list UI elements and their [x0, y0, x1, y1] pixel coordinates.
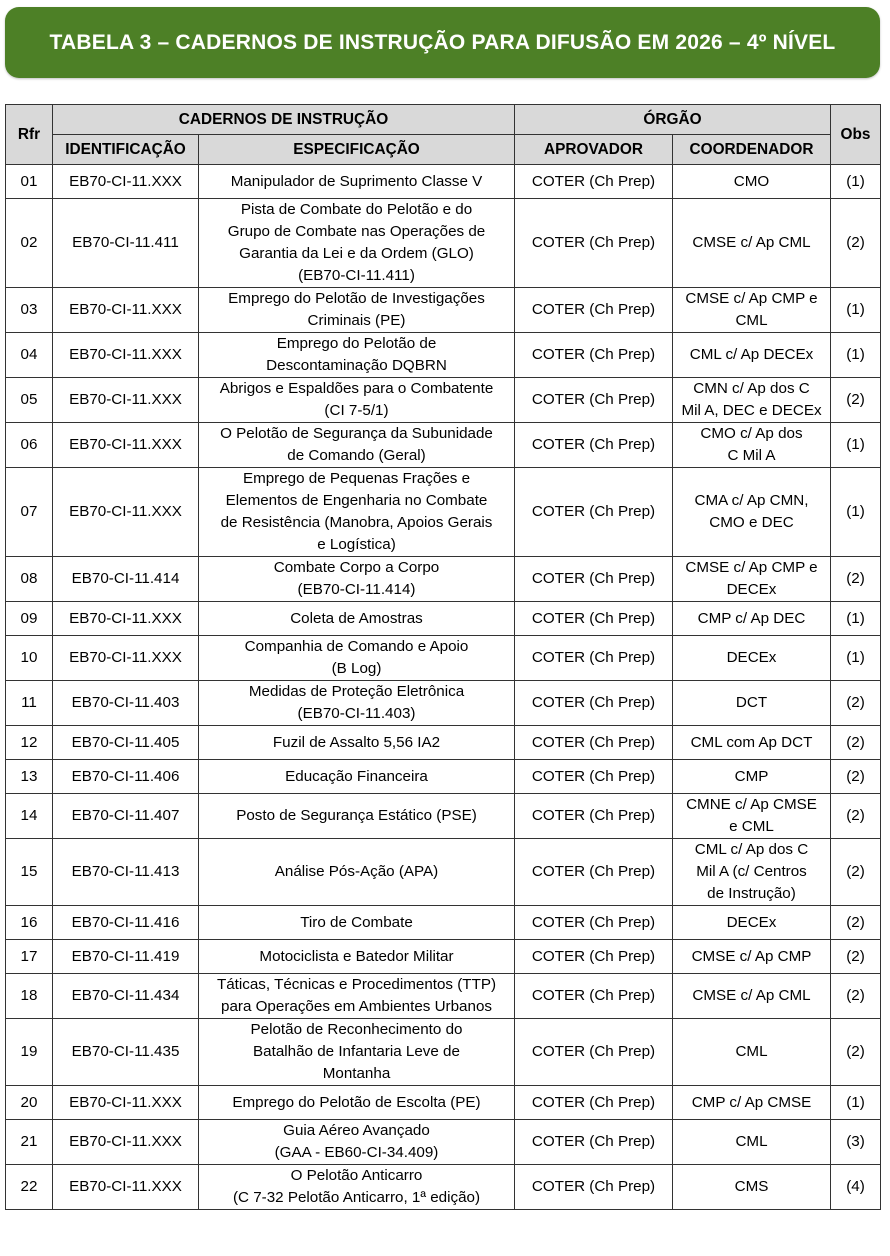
- cell-coordenador: CMSE c/ Ap CMP e DECEx: [673, 557, 831, 602]
- table-row: [6, 636, 881, 681]
- cell-especificacao: Fuzil de Assalto 5,56 IA2: [199, 726, 515, 760]
- cell-especificacao: O Pelotão de Segurança da Subunidade de Comando (Geral): [199, 423, 515, 468]
- cell-aprovador: COTER (Ch Prep): [515, 165, 673, 199]
- table-row: [6, 468, 881, 557]
- table-row: [6, 288, 881, 333]
- cell-aprovador: COTER (Ch Prep): [515, 839, 673, 906]
- cell-obs: (2): [831, 760, 881, 794]
- cell-especificacao: Emprego do Pelotão de Descontaminação DQBRN: [199, 333, 515, 378]
- cell-aprovador: COTER (Ch Prep): [515, 557, 673, 602]
- cell-identificacao: EB70-CI-11.414: [53, 557, 199, 602]
- cell-identificacao: EB70-CI-11.XXX: [53, 1086, 199, 1120]
- cell-aprovador: COTER (Ch Prep): [515, 602, 673, 636]
- table-row: [6, 726, 881, 760]
- cell-obs: (3): [831, 1120, 881, 1165]
- cell-especificacao: Combate Corpo a Corpo (EB70-CI-11.414): [199, 557, 515, 602]
- cell-identificacao: EB70-CI-11.413: [53, 839, 199, 906]
- cell-aprovador: COTER (Ch Prep): [515, 1120, 673, 1165]
- cell-aprovador: COTER (Ch Prep): [515, 333, 673, 378]
- table-body: [6, 165, 881, 1210]
- cell-identificacao: EB70-CI-11.435: [53, 1019, 199, 1086]
- table-row: [6, 165, 881, 199]
- cell-coordenador: CML c/ Ap dos C Mil A (c/ Centros de Instrução): [673, 839, 831, 906]
- cell-obs: (2): [831, 681, 881, 726]
- cell-coordenador: CMO: [673, 165, 831, 199]
- cell-identificacao: EB70-CI-11.XXX: [53, 1165, 199, 1210]
- table-row: [6, 760, 881, 794]
- table-row: [6, 333, 881, 378]
- cell-obs: (2): [831, 557, 881, 602]
- table-row: [6, 940, 881, 974]
- cell-identificacao: EB70-CI-11.419: [53, 940, 199, 974]
- table-row: [6, 906, 881, 940]
- cell-especificacao: Pista de Combate do Pelotão e do Grupo de Combate nas Operações de Garantia da Lei e da Ordem (GLO) (EB70-CI-11.411): [199, 199, 515, 288]
- cell-obs: (4): [831, 1165, 881, 1210]
- cell-rfr: 16: [6, 906, 53, 940]
- table-row: [6, 199, 881, 288]
- table-row: [6, 557, 881, 602]
- cell-especificacao: Medidas de Proteção Eletrônica (EB70-CI-11.403): [199, 681, 515, 726]
- cell-coordenador: CMA c/ Ap CMN, CMO e DEC: [673, 468, 831, 557]
- cell-aprovador: COTER (Ch Prep): [515, 199, 673, 288]
- header-rfr: Rfr: [6, 105, 53, 165]
- cell-identificacao: EB70-CI-11.407: [53, 794, 199, 839]
- cell-especificacao: Educação Financeira: [199, 760, 515, 794]
- table-row: [6, 839, 881, 906]
- cell-obs: (2): [831, 1019, 881, 1086]
- cell-aprovador: COTER (Ch Prep): [515, 636, 673, 681]
- cell-identificacao: EB70-CI-11.406: [53, 760, 199, 794]
- cell-coordenador: CMSE c/ Ap CMP e CML: [673, 288, 831, 333]
- cell-rfr: 08: [6, 557, 53, 602]
- cell-rfr: 18: [6, 974, 53, 1019]
- cell-obs: (1): [831, 423, 881, 468]
- cell-especificacao: Táticas, Técnicas e Procedimentos (TTP) para Operações em Ambientes Urbanos: [199, 974, 515, 1019]
- cell-coordenador: CMSE c/ Ap CMP: [673, 940, 831, 974]
- cell-obs: (1): [831, 468, 881, 557]
- cell-especificacao: Motociclista e Batedor Militar: [199, 940, 515, 974]
- cell-coordenador: CMO c/ Ap dos C Mil A: [673, 423, 831, 468]
- cell-coordenador: DECEx: [673, 636, 831, 681]
- cell-coordenador: CMP: [673, 760, 831, 794]
- cell-rfr: 21: [6, 1120, 53, 1165]
- cell-identificacao: EB70-CI-11.434: [53, 974, 199, 1019]
- cell-coordenador: CMSE c/ Ap CML: [673, 199, 831, 288]
- cell-identificacao: EB70-CI-11.XXX: [53, 602, 199, 636]
- cadernos-table: [5, 104, 881, 1210]
- cell-coordenador: CMN c/ Ap dos C Mil A, DEC e DECEx: [673, 378, 831, 423]
- cell-rfr: 03: [6, 288, 53, 333]
- cell-rfr: 01: [6, 165, 53, 199]
- cell-aprovador: COTER (Ch Prep): [515, 681, 673, 726]
- cell-rfr: 06: [6, 423, 53, 468]
- cell-especificacao: Manipulador de Suprimento Classe V: [199, 165, 515, 199]
- cell-identificacao: EB70-CI-11.XXX: [53, 288, 199, 333]
- cell-rfr: 17: [6, 940, 53, 974]
- cell-rfr: 20: [6, 1086, 53, 1120]
- cell-rfr: 09: [6, 602, 53, 636]
- cell-identificacao: EB70-CI-11.XXX: [53, 468, 199, 557]
- cell-aprovador: COTER (Ch Prep): [515, 940, 673, 974]
- table-row: [6, 1120, 881, 1165]
- table-row: [6, 602, 881, 636]
- cell-rfr: 19: [6, 1019, 53, 1086]
- cell-aprovador: COTER (Ch Prep): [515, 423, 673, 468]
- table-row: [6, 378, 881, 423]
- cell-identificacao: EB70-CI-11.403: [53, 681, 199, 726]
- cell-coordenador: CML c/ Ap DECEx: [673, 333, 831, 378]
- header-row-top: [6, 105, 881, 135]
- cell-coordenador: DECEx: [673, 906, 831, 940]
- cell-especificacao: O Pelotão Anticarro (C 7-32 Pelotão Anticarro, 1ª edição): [199, 1165, 515, 1210]
- cell-coordenador: DCT: [673, 681, 831, 726]
- cell-coordenador: CMP c/ Ap DEC: [673, 602, 831, 636]
- table-row: [6, 974, 881, 1019]
- cell-coordenador: CML: [673, 1019, 831, 1086]
- cell-coordenador: CMS: [673, 1165, 831, 1210]
- cell-especificacao: Pelotão de Reconhecimento do Batalhão de Infantaria Leve de Montanha: [199, 1019, 515, 1086]
- cell-especificacao: Tiro de Combate: [199, 906, 515, 940]
- cell-obs: (1): [831, 165, 881, 199]
- table-row: [6, 1086, 881, 1120]
- cell-rfr: 22: [6, 1165, 53, 1210]
- cell-coordenador: CMNE c/ Ap CMSE e CML: [673, 794, 831, 839]
- cell-identificacao: EB70-CI-11.XXX: [53, 378, 199, 423]
- cell-aprovador: COTER (Ch Prep): [515, 794, 673, 839]
- table-row: [6, 423, 881, 468]
- cell-rfr: 12: [6, 726, 53, 760]
- cell-identificacao: EB70-CI-11.405: [53, 726, 199, 760]
- header-row-sub: [6, 135, 881, 165]
- cell-especificacao: Guia Aéreo Avançado (GAA - EB60-CI-34.409): [199, 1120, 515, 1165]
- header-coordenador: COORDENADOR: [673, 135, 831, 165]
- cell-obs: (2): [831, 794, 881, 839]
- cell-identificacao: EB70-CI-11.411: [53, 199, 199, 288]
- cell-rfr: 07: [6, 468, 53, 557]
- cell-aprovador: COTER (Ch Prep): [515, 760, 673, 794]
- header-identificacao: IDENTIFICAÇÃO: [53, 135, 199, 165]
- table-title: TABELA 3 – CADERNOS DE INSTRUÇÃO PARA DIFUSÃO EM 2026 – 4º NÍVEL: [5, 7, 880, 78]
- cell-rfr: 13: [6, 760, 53, 794]
- table-row: [6, 794, 881, 839]
- cell-coordenador: CMSE c/ Ap CML: [673, 974, 831, 1019]
- cell-obs: (1): [831, 1086, 881, 1120]
- cell-aprovador: COTER (Ch Prep): [515, 1165, 673, 1210]
- cell-obs: (1): [831, 602, 881, 636]
- cell-especificacao: Emprego do Pelotão de Investigações Criminais (PE): [199, 288, 515, 333]
- cell-rfr: 10: [6, 636, 53, 681]
- cell-identificacao: EB70-CI-11.XXX: [53, 1120, 199, 1165]
- cell-aprovador: COTER (Ch Prep): [515, 1086, 673, 1120]
- cell-especificacao: Companhia de Comando e Apoio (B Log): [199, 636, 515, 681]
- cell-especificacao: Emprego do Pelotão de Escolta (PE): [199, 1086, 515, 1120]
- header-orgao: ÓRGÃO: [515, 105, 831, 135]
- cell-identificacao: EB70-CI-11.XXX: [53, 423, 199, 468]
- cell-rfr: 05: [6, 378, 53, 423]
- cell-obs: (2): [831, 839, 881, 906]
- cell-aprovador: COTER (Ch Prep): [515, 1019, 673, 1086]
- cell-coordenador: CML: [673, 1120, 831, 1165]
- cell-especificacao: Coleta de Amostras: [199, 602, 515, 636]
- table-row: [6, 1165, 881, 1210]
- header-aprovador: APROVADOR: [515, 135, 673, 165]
- cell-aprovador: COTER (Ch Prep): [515, 288, 673, 333]
- cell-aprovador: COTER (Ch Prep): [515, 378, 673, 423]
- cell-obs: (1): [831, 333, 881, 378]
- cell-rfr: 11: [6, 681, 53, 726]
- cell-aprovador: COTER (Ch Prep): [515, 726, 673, 760]
- cell-especificacao: Abrigos e Espaldões para o Combatente (CI 7-5/1): [199, 378, 515, 423]
- cell-identificacao: EB70-CI-11.XXX: [53, 165, 199, 199]
- cell-coordenador: CMP c/ Ap CMSE: [673, 1086, 831, 1120]
- header-cadernos: CADERNOS DE INSTRUÇÃO: [53, 105, 515, 135]
- cell-aprovador: COTER (Ch Prep): [515, 468, 673, 557]
- cell-identificacao: EB70-CI-11.416: [53, 906, 199, 940]
- cell-obs: (1): [831, 288, 881, 333]
- cell-aprovador: COTER (Ch Prep): [515, 906, 673, 940]
- table-row: [6, 1019, 881, 1086]
- cell-obs: (2): [831, 726, 881, 760]
- header-obs: Obs: [831, 105, 881, 165]
- cell-obs: (2): [831, 378, 881, 423]
- cell-especificacao: Posto de Segurança Estático (PSE): [199, 794, 515, 839]
- cell-coordenador: CML com Ap DCT: [673, 726, 831, 760]
- cell-especificacao: Emprego de Pequenas Frações e Elementos de Engenharia no Combate de Resistência (Manobra, Apoios Gerais e Logística): [199, 468, 515, 557]
- cell-rfr: 14: [6, 794, 53, 839]
- cell-identificacao: EB70-CI-11.XXX: [53, 636, 199, 681]
- cell-obs: (2): [831, 906, 881, 940]
- table-header: [6, 105, 881, 165]
- cell-aprovador: COTER (Ch Prep): [515, 974, 673, 1019]
- cell-obs: (2): [831, 974, 881, 1019]
- table-row: [6, 681, 881, 726]
- cell-rfr: 04: [6, 333, 53, 378]
- cell-especificacao: Análise Pós-Ação (APA): [199, 839, 515, 906]
- cell-obs: (2): [831, 940, 881, 974]
- header-especificacao: ESPECIFICAÇÃO: [199, 135, 515, 165]
- cell-obs: (1): [831, 636, 881, 681]
- cell-rfr: 02: [6, 199, 53, 288]
- cell-rfr: 15: [6, 839, 53, 906]
- cell-identificacao: EB70-CI-11.XXX: [53, 333, 199, 378]
- cell-obs: (2): [831, 199, 881, 288]
